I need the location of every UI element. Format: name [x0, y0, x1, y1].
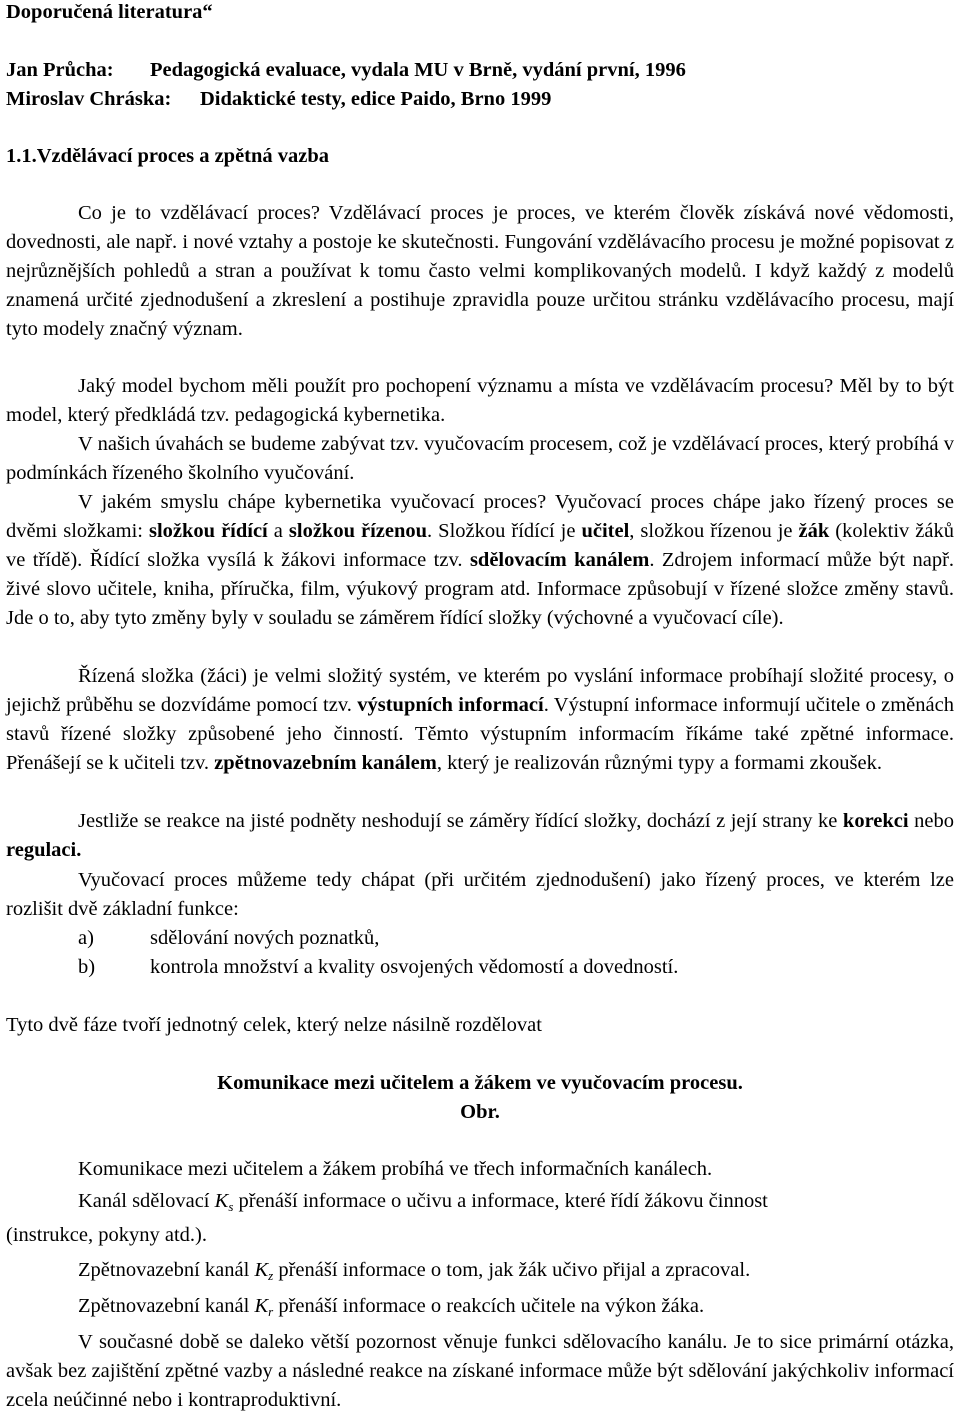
symbol-subscript: z: [268, 1268, 274, 1283]
text-run: V jakém smyslu chápe kybernetika vyučovací proces? Vyučovací proces chápe jako řízený proces se dvěmi složkami:: [6, 491, 954, 542]
text-run: Zpětnovazební kanál: [78, 1259, 255, 1281]
text-run: . Zdrojem informací může být např. živé slovo učitele, kniha, příručka, film, výukový program atd. Informace způsobují v řízené složce změny stavů. Jde o to, aby tyto změny byly v souladu se záměrem řídící složky (výchovné a vyučovací cíle).: [6, 549, 955, 629]
closing-paragraph: [6, 1328, 954, 1415]
paragraph-text: Co je to vzdělávací proces? Vzdělávací proces je proces, ve kterém člověk získává nové vědomosti, dovednosti, ale např. i nové vztahy a postoje ke skutečnosti. Fungování vzdělávacího procesu je možné popisovat z nejrůznějších pohledů a stran a používat k tomu často velmi komplikovaných modelů. I když každý z modelů znamená určité zjednodušení a zkreslení a postihuje zpravidla pouze určitou stránku vzdělávacího procesu, mají tyto modely značný význam.: [6, 202, 954, 340]
paragraph-2: [6, 372, 954, 430]
paragraph-text: V našich úvahách se budeme zabývat tzv. vyučovacím procesem, což je vzdělávací proces, který probíhá v podmínkách řízeného školního vyučování.: [6, 433, 954, 484]
channel-kz: [78, 1256, 750, 1285]
text-run: Řízená složka (žáci) je velmi složitý systém, ve kterém po vyslání informace probíhají složité procesy, o jejichž průběhu se dozvídáme pomocí tzv.: [6, 665, 954, 716]
term-controlling-component: složkou řídící: [148, 520, 268, 542]
list-marker: b): [78, 956, 96, 978]
paragraph-6: [6, 807, 954, 865]
text-run: (kolektiv žáků ve třídě). Řídící složka vysílá k žákovi informace tzv.: [6, 520, 954, 571]
text-run: Kanál sdělovací: [78, 1190, 215, 1212]
channel-ks-continuation: (instrukce, pokyny atd.).: [6, 1224, 207, 1246]
text-run: přenáší informace o reakcích učitele na výkon žáka.: [273, 1295, 705, 1317]
heading: Doporučená literatura“: [6, 1, 213, 23]
paragraph-4: [6, 488, 954, 633]
term-teacher: učitel: [581, 520, 630, 542]
channel-ks: [6, 1187, 954, 1216]
note: Tyto dvě fáze tvoří jednotný celek, který nelze násilně rozdělovat: [6, 1014, 542, 1036]
reference-1: [6, 56, 686, 85]
text-run: nebo: [908, 810, 954, 832]
text-run: , který je realizován různými typy a formami zkoušek.: [436, 752, 882, 774]
reference-author: Jan Průcha:: [6, 59, 114, 81]
figure-title: Komunikace mezi učitelem a žákem ve vyučovacím procesu.: [217, 1072, 743, 1094]
text-run: Jestliže se reakce na jisté podněty neshodují se záměry řídící složky, dochází z její strany ke: [78, 810, 843, 832]
paragraph-1: [6, 199, 954, 344]
channel-kr: [78, 1292, 704, 1321]
paragraph-text: V současné době se daleko větší pozornost věnuje funkci sdělovacího kanálu. Je to sice primární otázka, avšak bez zajištění zpětné vazby a následné reakce na získané informace může být sdělování jakýchkoliv informací zcela neúčinné nebo i kontraproduktivní.: [6, 1331, 954, 1411]
paragraph-3: [6, 430, 954, 488]
list-item: kontrola množství a kvality osvojených vědomostí a dovedností.: [150, 956, 679, 978]
text-run: přenáší informace o tom, jak žák učivo přijal a zpracoval.: [273, 1259, 751, 1281]
text-run: Zpětnovazební kanál: [78, 1295, 255, 1317]
term-communication-channel: sdělovacím kanálem: [469, 549, 650, 571]
list-item: sdělování nových poznatků,: [150, 927, 380, 949]
term-pupil: žák: [798, 520, 830, 542]
text-run: , složkou řízenou je: [629, 520, 799, 542]
symbol-k: K: [214, 1190, 229, 1212]
term-output-information: výstupních informací: [357, 694, 544, 716]
symbol-k: K: [254, 1295, 269, 1317]
list-marker: a): [78, 927, 94, 949]
reference-title: Didaktické testy, edice Paido, Brno 1999: [200, 88, 552, 110]
reference-author: Miroslav Chráska:: [6, 88, 172, 110]
term-feedback-channel: zpětnovazebním kanálem: [214, 752, 437, 774]
paragraph-5: [6, 662, 954, 778]
figure-label: Obr.: [460, 1101, 500, 1123]
paragraph-text: Vyučovací proces můžeme tedy chápat (při určitém zjednodušení) jako řízený proces, ve kterém lze rozlišit dvě základní funkce:: [6, 869, 954, 920]
term-correction: korekci: [842, 810, 909, 832]
text-run: a: [267, 520, 289, 542]
reference-title: Pedagogická evaluace, vydala MU v Brně, vydání první, 1996: [150, 59, 686, 81]
term-regulation: regulaci.: [6, 839, 82, 861]
channels-intro: Komunikace mezi učitelem a žákem probíhá ve třech informačních kanálech.: [78, 1158, 713, 1180]
symbol-k: K: [254, 1259, 269, 1281]
text-run: . Složkou řídící je: [427, 520, 582, 542]
paragraph-text: Jaký model bychom měli použít pro pochopení významu a místa ve vzdělávacím procesu? Měl by to být model, který předkládá tzv. pedagogická kybernetika.: [6, 375, 954, 426]
paragraph-7: [6, 866, 954, 924]
term-controlled-component: složkou řízenou: [288, 520, 428, 542]
text-run: přenáší informace o učivu a informace, které řídí žákovu činnost: [233, 1190, 768, 1212]
symbol-subscript: s: [228, 1199, 234, 1214]
text-run: . Výstupní informace informují učitele o změnách stavů řízené složky způsobené jeho činností. Těmto výstupním informacím říkáme také zpětné informace. Přenášejí se k učiteli tzv.: [6, 694, 954, 774]
symbol-subscript: r: [268, 1304, 274, 1319]
reference-2: [6, 85, 552, 114]
section-title: 1.1.Vzdělávací proces a zpětná vazba: [6, 145, 330, 167]
